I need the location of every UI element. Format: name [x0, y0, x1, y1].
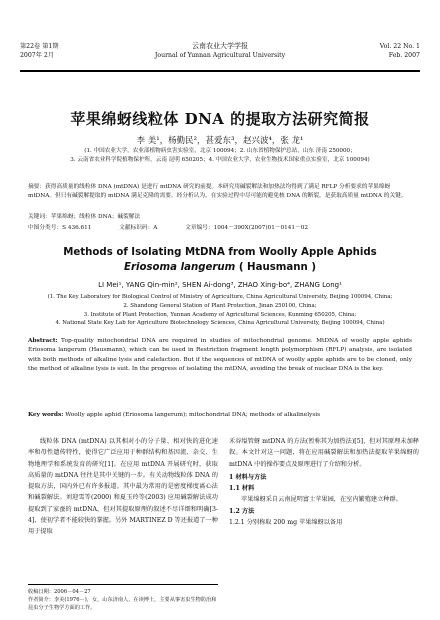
body-column-right [229, 436, 419, 528]
abstract-en-text: Top-quality mitochondrial DNA are required in studies of mitochondrial genome. MtDNA of woolly apple aphids Eriosoma langerum (Hausmann), which can be used in Restriction fragment length polymorphism (RFLP) analysis, are isolated with both methods of alkaline lysis and calefaction. But if the sequences of mtDNA of woolly apple aphids are to be cloned, only the method of alkaline lysis is suit. In the progress of isolating the mtDNA, avoiding the break of nuclear DNA is the key. [28, 338, 412, 373]
affiliation-zh-line: 3. 云南省农业科学院植物保护所，云南 昆明 650205；4. 中国农业大学，农业生物技术国家重点实验室，北京 100094) [70, 156, 370, 163]
title-zh: 苹果绵蚜线粒体 DNA 的提取方法研究简报 [70, 110, 370, 128]
keywords-en [28, 412, 412, 418]
header-right [380, 42, 420, 60]
abstract-zh: 摘要：获得高质量的线粒体 DNA (mtDNA) 是进行 mtDNA 研究的前提。本研究用碱裂解法和加热法均得到了满足 RFLP 分析要求的苹果绵蚜 mtDNA。但只有碱裂解提取的 mtDNA 满足克隆的需要。经分析认为，在实验过程中尽可能的避免核 DNA 的断裂，是获取高质量 mtDNA 的关键。 [28, 184, 407, 199]
keywords-en-text: Woolly apple aphid (Eriosoma langerum); mitochondrial DNA; methods of alkalinelysis [63, 412, 321, 418]
body-paragraph: 线粒体 DNA (mtDNA) 以其相对小的分子量、相对快的进化速率和母性遗传特性，使得它广泛应用于种群结构和基因流、杂交、生物地理学和系统发育的研究[1]。在应用 mtDNA 开展研究时，获取高质量的 mtDNA 往往是其中关键的一步。有关动物线粒体 DNA 的提取方法，国内外已有许多报道。其中最为常用的是密度梯度离心法和碱裂解法。刘迎雪等(2000) 和夏玉玲等(2003) 应用碱裂解法成功提取到了家蚕的 mtDNA，但对其提取原理的叙述不尽详细和明确[3-4]，使初学者不能较快的掌握。另外 MARTINEZ D 等还报道了一种用于提取 [28, 438, 218, 536]
header-center [20, 42, 420, 60]
affiliation-en-line: 3. Institute of Plant Protection, Yunnan Academy of Agricultural Sciences, Kunming 650205, China; [83, 311, 357, 318]
date-zh: 2007年 2月 [20, 52, 55, 59]
abstract-en-label: Abstract: [28, 338, 58, 344]
journal-en: Journal of Yunnan Agricultural University [154, 52, 286, 59]
received-date: 收稿日期：2006－04－27 [28, 589, 91, 595]
section-heading: 1 材料与方法 [229, 473, 267, 481]
journal-zh: 云南农业大学学报 [192, 42, 248, 50]
title-en-line-1: Methods of Isolating MtDNA from Woolly Apple Aphids [63, 247, 377, 258]
body-paragraph: 1.2.1 分别称取 200 mg 苹果绵蚜以备用 [229, 519, 343, 527]
affiliation-zh-line: (1. 中国农业大学，农业部植物病虫害实验室，北京 100094；2. 山东省植物保护总站，山东 济南 250000； [84, 148, 356, 154]
affiliation-en-line: (1. The Key Laboratory for Biological Control of Ministry of Agriculture, China Agricultural University, Beijing 100094, China; [47, 294, 393, 300]
affiliations-zh [28, 147, 412, 165]
abstract-en [28, 337, 412, 375]
affiliations-en [28, 293, 412, 328]
volume-en: Vol. 22 No. 1 [379, 43, 420, 50]
doc-code: 文献标识码：A [119, 225, 158, 231]
authors-zh: 李 美¹，杨勤民²，甚爱东³，赵兴波⁴，张 龙¹ [136, 136, 304, 146]
keywords-en-label: Key words: [28, 412, 64, 418]
subsection-heading: 1.2 方法 [229, 507, 255, 515]
classification-line [28, 222, 412, 231]
authors-en: LI Mei¹, YANG Qin-min², SHEN Ai-dong³, ZHAO Xing-bo⁴, ZHANG Long¹ [98, 281, 342, 289]
species-author: ( Hausmann ) [235, 262, 316, 273]
footnote [28, 584, 218, 612]
header-rule [20, 71, 420, 72]
author-bio: 作者简介：李美(1976－)，女，山东济南人，在读博士，主要从事害虫生物防治和昆虫分子生物学方面的工作。 [28, 597, 217, 611]
keywords-zh: 关键词：苹果绵蚜；线粒体 DNA；碱裂解法 [28, 214, 141, 220]
body-column-left [28, 436, 218, 538]
body-paragraph: 禾谷缢管蚜 mtDNA 的方法(暂称其为加热法)[5]，但对其原理未加释叙。本文针对这一问题，将在应用碱裂解法和加热法提取苹果绵蚜的 mtDNA 中的操作要点及原理进行了介绍和分析。 [229, 438, 419, 468]
date-en: Feb. 2007 [388, 52, 420, 59]
species-name: Eriosoma langerum [124, 262, 236, 273]
title-en [0, 245, 440, 275]
clc-number: 中图分类号：S 436.611 [28, 225, 92, 231]
body-paragraph: 苹果绵蚜采自云南昆明富士苹果园，在室内繁殖建立种群。 [241, 496, 402, 504]
affiliation-en-line: 2. Shandong General Station of Plant Protection, Jinan 250100, China; [123, 302, 317, 309]
article-number: 文章编号：1004－390X(2007)01－0141－02 [185, 225, 308, 231]
running-header [20, 42, 420, 71]
volume-zh: 第22卷 第1期 [20, 43, 59, 50]
affiliation-en-line: 4. National State Key Lab for Agriculture Biotechnology Sciences, China Agricultural University, Beijing 100094, China) [55, 320, 385, 327]
title-en-line-2 [0, 260, 440, 275]
subsection-heading: 1.1 材料 [229, 485, 255, 493]
